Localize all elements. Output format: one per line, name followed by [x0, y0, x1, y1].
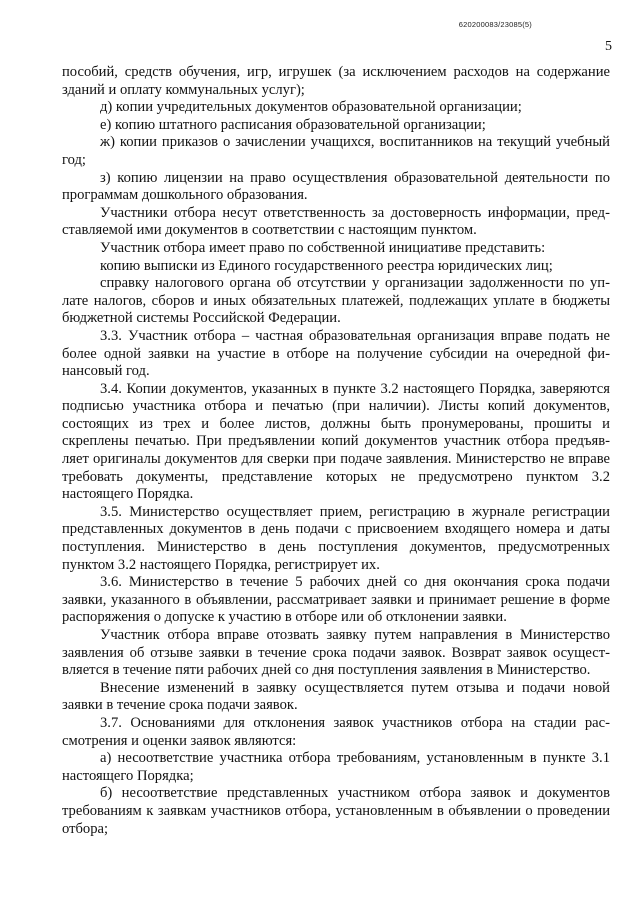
paragraph: справку налогового органа об отсутствии у организации задолженности по уплате налогов, сборов и иных обязательных платежей, подлежащих уплате в бюджеты бюджетной системы Российской Федерации. — [62, 275, 610, 327]
paragraph: копию выписки из Единого государственного реестра юридических лиц; — [100, 257, 553, 274]
list-item-d: д) копии учредительных документов образовательной организации; — [100, 99, 522, 116]
paragraph: Внесение изменений в заявку осуществляется путем отзыва и подачи новой заявки в течение срока подачи заявок. — [62, 679, 610, 714]
list-item-b: б) несоответствие представленных участником отбора заявок и документов требованиям к заявкам участников отбора, установленным в объявлении о проведении отбора; — [62, 785, 610, 837]
document-body — [62, 64, 610, 838]
section-3-6: 3.6. Министерство в течение 5 рабочих дней со дня окончания срока подачи заявки, указанного в объявлении, рассматривает заявки и принимает решение в форме распоряжения о допуске к участию в отборе или об отклонении заявки. — [62, 574, 610, 626]
paragraph: Участники отбора несут ответственность за достоверность информации, представляемой ими документов в соответствии с настоящим пунктом. — [62, 204, 610, 239]
list-item-zh: ж) копии приказов о зачислении учащихся, воспитанников на текущий учебный год; — [62, 134, 610, 168]
section-3-7: 3.7. Основаниями для отклонения заявок участников отбора на стадии рассмотрения и оценки заявок являются: — [62, 714, 610, 749]
list-item-a: а) несоответствие участника отбора требованиям, установленным в пункте 3.1 настоящего Порядка; — [62, 750, 610, 784]
document-code: 620200083/23085(5) — [458, 20, 532, 29]
paragraph: Участник отбора имеет право по собственной инициативе представить: — [100, 239, 546, 256]
section-3-5: 3.5. Министерство осуществляет прием, регистрацию в журнале регистрации представленных документов в день подачи с присвоением входящего номера и даты поступления. Министерство в день поступления документов, предусмотренных пунктом 3.2 настоящего Порядка, регистрирует их. — [62, 503, 610, 573]
section-3-4: 3.4. Копии документов, указанных в пункте 3.2 настоящего Порядка, заверяются подписью участника отбора и печатью (при наличии). Листы копий документов, состоящих из трех и более листов, должны быть пронумерованы, прошиты и скреплены печатью. При предъявлении копий документов участник отбора предъявляет оригиналы документов для сверки при подаче заявления. Министерство не вправе требовать документы, представление которых не предусмотрено пунктом 3.2 настоящего Порядка. — [62, 380, 610, 503]
list-item-z: з) копию лицензии на право осуществления образовательной деятельности по программам дошкольного образования. — [62, 169, 610, 204]
list-item-e: е) копию штатного расписания образовательной организации; — [100, 116, 486, 133]
section-3-3: 3.3. Участник отбора – частная образовательная организация вправе подать не более одной заявки на участие в отборе на получение субсидии на очередной финансовый год. — [62, 327, 610, 380]
paragraph-continuation: пособий, средств обучения, игр, игрушек (за исключением расходов на содержание зданий и оплату коммунальных услуг); — [62, 64, 610, 98]
page-number: 5 — [605, 39, 612, 54]
paragraph: Участник отбора вправе отозвать заявку путем направления в Министерство заявления об отзыве заявки в течение срока подачи заявок. Возврат заявок осуществляется в течение пяти рабочих дней со дня поступления заявления в Министерство. — [62, 627, 610, 679]
